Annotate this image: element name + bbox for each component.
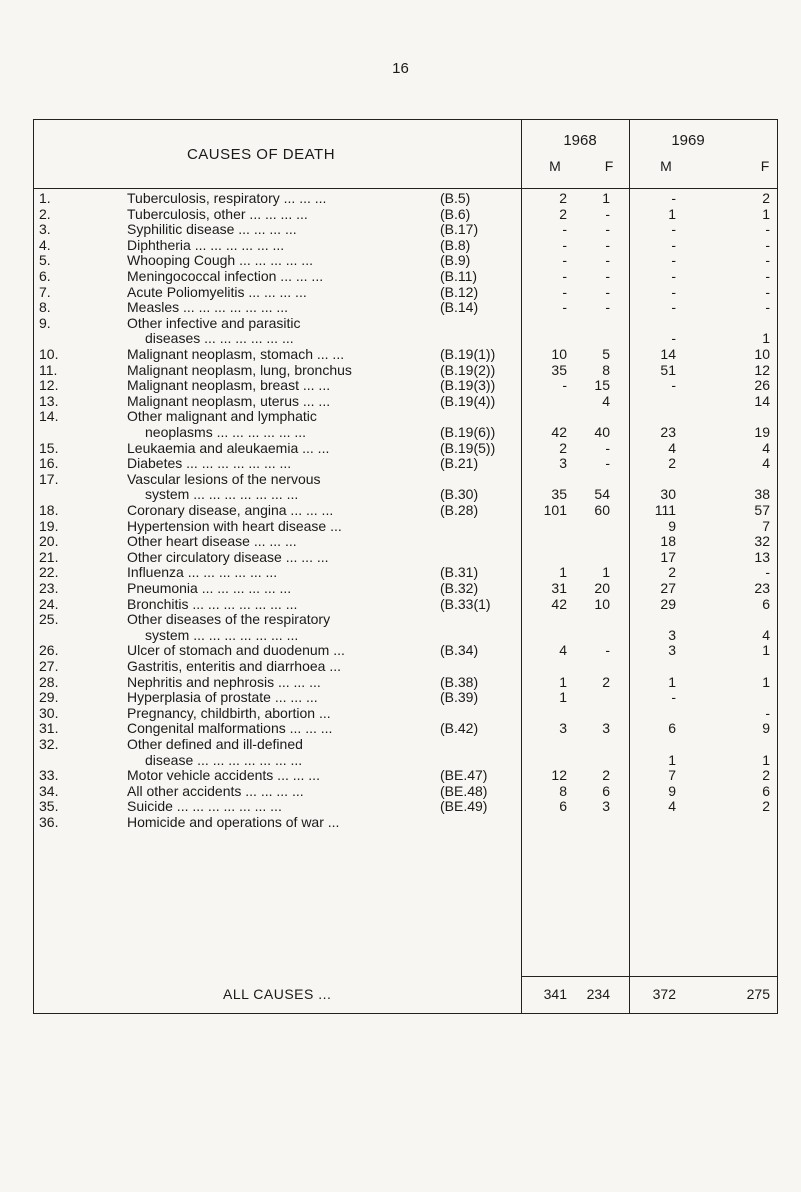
value-m-1968: -	[562, 268, 567, 284]
value-f-1968: 4	[602, 392, 610, 409]
cause-label: Tuberculosis, respiratory ... ... ...	[127, 190, 327, 206]
icd-code: (B.32)	[440, 580, 479, 596]
cause-label: Ulcer of stomach and duodenum ...	[127, 642, 345, 659]
table-row	[33, 502, 777, 518]
icd-code: (B.30)	[440, 486, 479, 503]
icd-code: (B.19(1))	[440, 346, 496, 362]
value-f-1968: -	[605, 252, 610, 269]
icd-code: (B.19(4))	[440, 392, 496, 409]
value-m-1969: -	[671, 190, 676, 206]
value-m-1968: 2	[559, 190, 567, 206]
icd-code: (B.38)	[440, 673, 479, 690]
table-row	[33, 252, 777, 268]
row-number: 36.	[39, 814, 59, 830]
value-m-1968: 10	[551, 346, 567, 362]
icd-code: (B.14)	[440, 299, 479, 316]
row-number: 33.	[39, 767, 59, 784]
row-number: 19.	[39, 517, 59, 534]
value-m-1969: 2	[668, 564, 676, 581]
row-number: 30.	[39, 704, 59, 721]
cause-label: Homicide and operations of war ...	[127, 814, 340, 830]
row-number: 6.	[39, 268, 51, 284]
header-m-1968: M	[549, 158, 561, 174]
value-m-1968: 4	[559, 642, 567, 659]
value-f-1969: 4	[762, 626, 770, 643]
value-m-1969: -	[671, 377, 676, 394]
cause-label: Congenital malformations ... ... ...	[127, 720, 333, 737]
cause-label-continued: neoplasms ... ... ... ... ... ...	[145, 423, 307, 440]
table-row	[33, 596, 777, 612]
row-number: 15.	[39, 439, 59, 456]
table-row	[33, 580, 777, 596]
value-f-1969: 6	[762, 595, 770, 612]
value-f-1968: -	[605, 236, 610, 253]
value-f-1969: 4	[762, 439, 770, 456]
row-number: 8.	[39, 299, 51, 316]
value-f-1969: 32	[754, 533, 770, 550]
value-m-1969: 4	[668, 439, 676, 456]
cause-label-continued: diseases ... ... ... ... ... ...	[145, 330, 294, 347]
value-m-1969: 17	[660, 548, 676, 565]
cause-label: Bronchitis ... ... ... ... ... ... ...	[127, 595, 298, 612]
value-m-1968: 42	[551, 423, 567, 440]
icd-code: (B.31)	[440, 564, 479, 581]
total-m-1968: 341	[543, 986, 567, 1002]
cause-label: Diphtheria ... ... ... ... ... ...	[127, 236, 285, 253]
value-f-1969: 12	[754, 361, 770, 378]
value-m-1968: 1	[559, 689, 567, 706]
value-f-1969: 13	[754, 548, 770, 565]
value-m-1968: 8	[559, 782, 567, 799]
table-row	[33, 705, 777, 721]
icd-code: (B.34)	[440, 642, 479, 659]
value-f-1969: 57	[754, 502, 770, 518]
value-f-1968: 10	[594, 595, 610, 612]
value-f-1968: 6	[602, 782, 610, 799]
row-number: 25.	[39, 611, 59, 628]
row-number: 1.	[39, 190, 51, 206]
cause-label: Other circulatory disease ... ... ...	[127, 548, 329, 565]
row-number: 20.	[39, 533, 59, 550]
value-f-1968: 1	[602, 190, 610, 206]
value-f-1968: 15	[594, 377, 610, 394]
value-f-1969: 4	[762, 455, 770, 472]
value-f-1968: -	[605, 299, 610, 316]
value-f-1968: 54	[594, 486, 610, 503]
table-row	[33, 783, 777, 799]
cause-label: Pneumonia ... ... ... ... ... ...	[127, 580, 292, 596]
cause-label: Leukaemia and aleukaemia ... ...	[127, 439, 330, 456]
value-m-1968: 31	[551, 580, 567, 596]
value-f-1968: -	[605, 205, 610, 222]
cause-label: Gastritis, enteritis and diarrhoea ...	[127, 658, 341, 674]
table-row	[33, 564, 777, 580]
value-m-1969: 1	[668, 205, 676, 222]
value-m-1968: 3	[559, 455, 567, 472]
table-row	[33, 393, 777, 409]
row-number: 31.	[39, 720, 59, 737]
icd-code: (B.33(1)	[440, 595, 491, 612]
cause-label: Malignant neoplasm, stomach ... ...	[127, 346, 345, 362]
cause-label: Other infective and parasitic	[127, 314, 301, 331]
table-row	[33, 611, 777, 642]
value-f-1968: -	[605, 455, 610, 472]
cause-label: Malignant neoplasm, breast ... ...	[127, 377, 331, 394]
cause-label: Other defined and ill-defined	[127, 736, 303, 752]
value-f-1968: 60	[594, 502, 610, 518]
value-f-1968: 8	[602, 361, 610, 378]
value-f-1968: 2	[602, 673, 610, 690]
value-f-1968: 20	[594, 580, 610, 596]
table-row	[33, 798, 777, 814]
cause-label: Other malignant and lymphatic	[127, 408, 317, 425]
value-f-1968: 3	[602, 798, 610, 815]
row-number: 24.	[39, 595, 59, 612]
icd-code: (B.19(2))	[440, 361, 496, 378]
value-f-1969: 19	[754, 423, 770, 440]
table-row	[33, 720, 777, 736]
cause-label: Influenza ... ... ... ... ... ...	[127, 564, 278, 581]
value-m-1968: 6	[559, 798, 567, 815]
causes-of-death-table	[33, 119, 778, 1014]
value-m-1969: 9	[668, 517, 676, 534]
value-m-1968: 2	[559, 439, 567, 456]
value-f-1968: 2	[602, 767, 610, 784]
value-m-1969: 2	[668, 455, 676, 472]
value-f-1968: 40	[594, 423, 610, 440]
icd-code: (B.17)	[440, 221, 479, 238]
value-f-1968: -	[605, 283, 610, 300]
table-row	[33, 642, 777, 658]
table-row	[33, 190, 777, 206]
row-number: 32.	[39, 736, 59, 752]
header-causes: CAUSES OF DEATH	[186, 146, 336, 163]
table-row	[33, 689, 777, 705]
value-m-1968: 3	[559, 720, 567, 737]
table-row	[33, 471, 777, 502]
value-m-1968: -	[562, 252, 567, 269]
table-row	[33, 440, 777, 456]
value-m-1969: 1	[668, 751, 676, 768]
value-f-1969: -	[765, 283, 770, 300]
value-m-1969: -	[671, 221, 676, 238]
total-divider	[521, 976, 777, 977]
value-m-1968: -	[562, 236, 567, 253]
row-number: 4.	[39, 236, 51, 253]
cause-label: Other diseases of the respiratory	[127, 611, 331, 628]
row-number: 3.	[39, 221, 51, 238]
value-m-1968: -	[562, 377, 567, 394]
icd-code: (B.28)	[440, 502, 479, 518]
value-m-1968: 2	[559, 205, 567, 222]
value-f-1969: -	[765, 221, 770, 238]
value-f-1968: 3	[602, 720, 610, 737]
table-row	[33, 518, 777, 534]
cause-label: Acute Poliomyelitis ... ... ... ...	[127, 283, 307, 300]
value-m-1968: 35	[551, 486, 567, 503]
value-f-1969: 1	[762, 205, 770, 222]
table-row	[33, 674, 777, 690]
table-row	[33, 362, 777, 378]
table-row	[33, 315, 777, 346]
icd-code: (B.19(3))	[440, 377, 496, 394]
table-row	[33, 377, 777, 393]
row-number: 27.	[39, 658, 59, 674]
table-row	[33, 455, 777, 471]
icd-code: (B.39)	[440, 689, 479, 706]
value-f-1969: 1	[762, 751, 770, 768]
value-f-1969: -	[765, 252, 770, 269]
value-m-1969: -	[671, 283, 676, 300]
table-row	[33, 767, 777, 783]
value-m-1969: 29	[660, 595, 676, 612]
icd-code: (B.9)	[440, 252, 471, 269]
row-number: 34.	[39, 782, 59, 799]
icd-code: (BE.47)	[440, 767, 488, 784]
value-f-1969: 6	[762, 782, 770, 799]
total-label: ALL CAUSES ...	[223, 986, 332, 1002]
table-row	[33, 533, 777, 549]
row-number: 14.	[39, 408, 59, 425]
value-m-1968: 1	[559, 564, 567, 581]
value-f-1968: -	[605, 642, 610, 659]
icd-code: (B.11)	[440, 268, 478, 284]
page-number: 16	[392, 60, 409, 77]
value-f-1969: 1	[762, 330, 770, 347]
header-year-1969: 1969	[671, 132, 705, 149]
value-f-1969: -	[765, 268, 770, 284]
cause-label: Motor vehicle accidents ... ... ...	[127, 767, 320, 784]
icd-code: (B.6)	[440, 205, 471, 222]
row-number: 9.	[39, 314, 51, 331]
value-f-1969: 23	[754, 580, 770, 596]
cause-label: Meningococcal infection ... ... ...	[127, 268, 324, 284]
table-row	[33, 346, 777, 362]
row-number: 11.	[39, 361, 58, 378]
row-number: 23.	[39, 580, 59, 596]
icd-code: (B.21)	[440, 455, 479, 472]
value-m-1969: -	[671, 299, 676, 316]
value-f-1969: 1	[762, 673, 770, 690]
table-row	[33, 814, 777, 830]
value-f-1969: 1	[762, 642, 770, 659]
row-number: 21.	[39, 548, 59, 565]
value-m-1969: 4	[668, 798, 676, 815]
header-m-1969: M	[660, 158, 672, 174]
table-row	[33, 221, 777, 237]
value-f-1969: 2	[762, 798, 770, 815]
header-year-1968: 1968	[563, 132, 597, 149]
row-number: 12.	[39, 377, 59, 394]
value-f-1968: 1	[602, 564, 610, 581]
value-m-1968: -	[562, 221, 567, 238]
total-m-1969: 372	[652, 986, 676, 1002]
value-m-1969: -	[671, 330, 676, 347]
table-row	[33, 299, 777, 315]
icd-code: (B.42)	[440, 720, 479, 737]
table-row	[33, 284, 777, 300]
cause-label: Measles ... ... ... ... ... ... ...	[127, 299, 289, 316]
value-f-1969: -	[765, 236, 770, 253]
value-m-1968: -	[562, 283, 567, 300]
table-row	[33, 408, 777, 439]
icd-code: (B.19(5))	[440, 439, 496, 456]
icd-code: (B.19(6))	[440, 423, 496, 440]
value-f-1969: -	[765, 564, 770, 581]
row-number: 7.	[39, 283, 51, 300]
value-m-1969: 7	[668, 767, 676, 784]
cause-label: Tuberculosis, other ... ... ... ...	[127, 205, 308, 222]
value-m-1968: -	[562, 299, 567, 316]
value-m-1969: 30	[660, 486, 676, 503]
cause-label-continued: system ... ... ... ... ... ... ...	[145, 626, 299, 643]
value-f-1969: -	[765, 299, 770, 316]
value-f-1969: 26	[754, 377, 770, 394]
value-m-1969: 51	[660, 361, 676, 378]
value-m-1969: 3	[668, 626, 676, 643]
cause-label: Vascular lesions of the nervous	[127, 470, 321, 487]
value-m-1968: 42	[551, 595, 567, 612]
icd-code: (B.5)	[440, 190, 471, 206]
row-number: 10.	[39, 346, 59, 362]
icd-code: (BE.48)	[440, 782, 488, 799]
row-number: 29.	[39, 689, 59, 706]
value-f-1969: -	[765, 704, 770, 721]
icd-code: (BE.49)	[440, 798, 488, 815]
value-m-1969: 23	[660, 423, 676, 440]
cause-label: Hyperplasia of prostate ... ... ...	[127, 689, 318, 706]
value-m-1969: -	[671, 689, 676, 706]
value-f-1968: -	[605, 439, 610, 456]
value-m-1969: -	[671, 252, 676, 269]
row-number: 16.	[39, 455, 59, 472]
cause-label: Other heart disease ... ... ...	[127, 533, 297, 550]
value-m-1969: 6	[668, 720, 676, 737]
cause-label: Suicide ... ... ... ... ... ... ...	[127, 798, 282, 815]
row-number: 28.	[39, 673, 59, 690]
value-f-1969: 2	[762, 190, 770, 206]
table-row	[33, 736, 777, 767]
row-number: 35.	[39, 798, 59, 815]
row-number: 22.	[39, 564, 59, 581]
cause-label: Malignant neoplasm, uterus ... ...	[127, 392, 331, 409]
table-row	[33, 549, 777, 565]
row-number: 13.	[39, 392, 59, 409]
total-f-1969: 275	[746, 986, 770, 1002]
value-f-1968: -	[605, 221, 610, 238]
row-number: 5.	[39, 252, 51, 269]
value-f-1969: 14	[754, 392, 770, 409]
value-m-1969: 9	[668, 782, 676, 799]
value-m-1968: 101	[543, 502, 567, 518]
value-f-1969: 9	[762, 720, 770, 737]
cause-label: Malignant neoplasm, lung, bronchus	[127, 361, 352, 378]
table-row	[33, 237, 777, 253]
value-m-1969: 111	[654, 502, 676, 518]
cause-label: Hypertension with heart disease ...	[127, 517, 342, 534]
cause-label: Diabetes ... ... ... ... ... ... ...	[127, 455, 292, 472]
cause-label: Coronary disease, angina ... ... ...	[127, 502, 334, 518]
value-f-1969: 10	[754, 346, 770, 362]
cause-label: Nephritis and nephrosis ... ... ...	[127, 673, 321, 690]
value-m-1969: 1	[668, 673, 676, 690]
cause-label-continued: system ... ... ... ... ... ... ...	[145, 486, 299, 503]
cause-label: Syphilitic disease ... ... ... ...	[127, 221, 297, 238]
value-m-1969: 27	[660, 580, 676, 596]
row-number: 26.	[39, 642, 59, 659]
row-number: 17.	[39, 470, 59, 487]
header-f-1968: F	[604, 158, 614, 174]
value-f-1968: -	[605, 268, 610, 284]
value-m-1969: 3	[668, 642, 676, 659]
cause-label: Pregnancy, childbirth, abortion ...	[127, 704, 331, 721]
table-row	[33, 268, 777, 284]
value-m-1968: 1	[559, 673, 567, 690]
row-number: 18.	[39, 502, 59, 518]
cause-label: All other accidents ... ... ... ...	[127, 782, 304, 799]
cause-label: Whooping Cough ... ... ... ... ...	[127, 252, 313, 269]
value-f-1968: 5	[602, 346, 610, 362]
value-f-1969: 2	[762, 767, 770, 784]
cause-label-continued: disease ... ... ... ... ... ... ...	[145, 751, 303, 768]
value-f-1969: 7	[762, 517, 770, 534]
value-m-1968: 12	[551, 767, 567, 784]
icd-code: (B.8)	[440, 236, 471, 253]
value-m-1969: 14	[660, 346, 676, 362]
header-f-1969: F	[760, 158, 770, 174]
table-row	[33, 206, 777, 222]
value-m-1969: -	[671, 236, 676, 253]
value-m-1969: -	[671, 268, 676, 284]
total-f-1968: 234	[586, 986, 610, 1002]
table-row	[33, 658, 777, 674]
value-f-1969: 38	[754, 486, 770, 503]
row-number: 2.	[39, 205, 51, 222]
value-m-1968: 35	[551, 361, 567, 378]
icd-code: (B.12)	[440, 283, 479, 300]
value-m-1969: 18	[660, 533, 676, 550]
